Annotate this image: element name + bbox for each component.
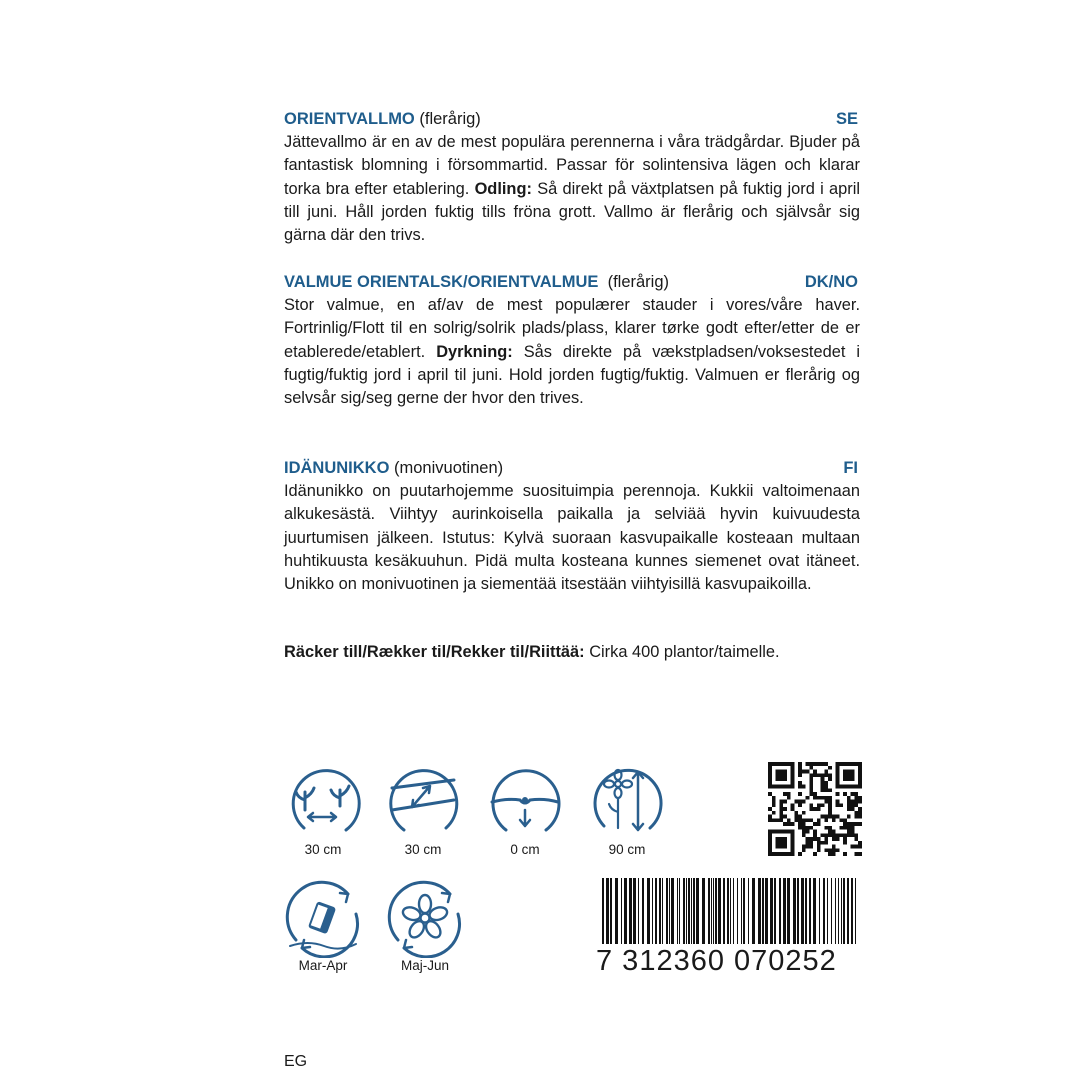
cultivation-label: Dyrkning:	[436, 342, 513, 361]
species-name: IDÄNUNIKKO	[284, 459, 390, 477]
species-name: VALMUE ORIENTALSK/ORIENTVALMUE	[284, 273, 599, 291]
flowering-time-label: Maj-Jun	[400, 958, 449, 973]
species-duration: (flerårig)	[607, 273, 670, 291]
section-body: Idänunikko on puutarhojemme suosituimpia perennoja. Kukkii valtoimenaan alkukesästä. Viihtyy aurinkoisella paikalla ja selviää hyvin kuivuudesta juurtumisen jälkeen. Istutus: Kylvä suoraan kasvupaikalle kosteaan multaan huhtikuusta kesäkuuhun. Pidä multa kosteana kunnes siemenet ovat itäneet. Unikko on monivuotinen ja siementää itsestään viihtyisillä kasvupaikoilla.	[284, 482, 860, 594]
sowing-time-label: Mar-Apr	[298, 958, 348, 973]
sowing-time-icon	[284, 880, 362, 958]
language-code: SE	[835, 110, 858, 128]
cultivation-text: Sås direkte på vækstpladsen/voksestedet i fugtig/fuktig jord i april til juni. Hold jorden fugtig/fuktig. Valmuen er flerårig og selvsår sig/seg gerne der hvor den trives.	[284, 342, 860, 408]
yield-value: Cirka 400 plantor/taimelle.	[589, 643, 780, 661]
species-duration: (monivuotinen)	[394, 459, 504, 477]
barcode-number: 7 312360 070252	[596, 944, 862, 978]
plant-height-label: 90 cm	[608, 842, 646, 857]
yield-line	[284, 640, 780, 664]
species-duration: (flerårig)	[419, 110, 481, 128]
sowing-depth-label: 0 cm	[510, 842, 540, 857]
section-heading	[284, 456, 860, 480]
description-text: Stor valmue, en af/av de mest populærer stauder i vores/våre haver. Fortrinlig/Flott til en solrig/solrik plads/plass, klarer tørke godt efter/etter de er etablerede/etablert.	[284, 296, 860, 361]
row-spacing-label: 30 cm	[404, 842, 442, 857]
yield-label: Räcker till/Rækker til/Rekker til/Riittää:	[284, 643, 585, 661]
section-fi	[284, 456, 860, 596]
language-code: FI	[843, 459, 858, 477]
sowing-depth-icon	[486, 762, 564, 840]
section-body	[284, 131, 860, 247]
plant-spacing-icon	[284, 762, 362, 840]
qr-code	[768, 762, 862, 856]
species-name: ORIENTVALLMO	[284, 110, 415, 128]
plant-height-icon	[588, 762, 666, 840]
language-code: DK/NO	[804, 273, 858, 291]
section-se	[284, 107, 860, 247]
section-dk-no	[284, 270, 860, 410]
section-heading	[284, 107, 860, 131]
row-spacing-icon	[384, 762, 462, 840]
cultivation-label: Odling:	[474, 179, 532, 198]
flowering-time-icon	[386, 880, 464, 958]
plant-spacing-label: 30 cm	[304, 842, 342, 857]
footer-code: EG	[284, 1053, 308, 1070]
cultivation-text: Så direkt på växtplatsen på fuktig jord i april till juni. Håll jorden fuktig tills fröna grott. Vallmo är flerårig och självsår sig gärna där den trivs.	[284, 179, 860, 245]
section-heading	[284, 270, 860, 294]
section-body	[284, 294, 860, 410]
description-text: Jättevallmo är en av de mest populära perennerna i våra trädgårdar. Bjuder på fantastisk blomning i försommartid. Passar för solintensiva lägen och klarar torka bra efter etablering.	[284, 133, 860, 198]
